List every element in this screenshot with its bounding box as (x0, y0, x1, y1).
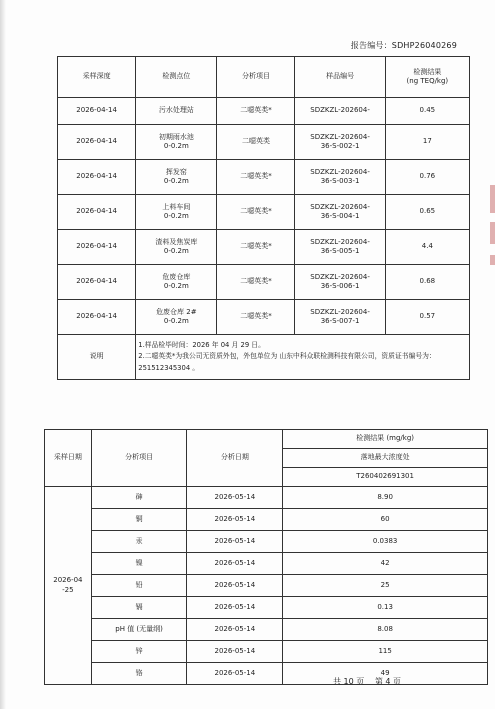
note-content (136, 335, 470, 380)
row-result: 0.76 (385, 160, 469, 195)
table-row (45, 597, 488, 619)
row-item: 二噁英类* (217, 230, 295, 265)
row-sample (295, 125, 385, 160)
table-row (45, 619, 488, 641)
table-row (45, 487, 488, 509)
row-date: 2026-04-14 (58, 160, 136, 195)
sample-date-cell (45, 487, 92, 685)
row-point (136, 125, 217, 160)
row-item: 二噁英类* (217, 98, 295, 125)
row-sample-suffix: 36-S-005-1 (320, 247, 360, 255)
page-footer (333, 676, 409, 687)
row-result: 4.4 (385, 230, 469, 265)
row-item: 镍 (91, 553, 187, 575)
table-row (45, 509, 488, 531)
row-value: 49 (283, 663, 488, 685)
dioxin-results-table (57, 56, 470, 380)
row-result: 0.65 (385, 195, 469, 230)
header-sample-id: T260402691301 (283, 468, 488, 487)
table-row (45, 663, 488, 685)
footer-total-pages: 共 10 页 (333, 677, 365, 686)
row-point-depth: 0-0.2m (163, 142, 189, 150)
report-number: 报告编号：SDHP26040269 (350, 41, 457, 50)
row-point (136, 195, 217, 230)
row-date: 2026-05-14 (187, 487, 283, 509)
row-sample-prefix: SDZKZL-202604- (310, 167, 370, 176)
metals-results-table (44, 429, 488, 685)
header-sample: 样品编号 (295, 57, 385, 98)
row-value: 8.90 (283, 487, 488, 509)
row-sample-suffix: 36-S-002-1 (320, 142, 360, 150)
row-point (136, 265, 217, 300)
row-value: 115 (283, 641, 488, 663)
row-date: 2026-04-14 (58, 230, 136, 265)
row-point (136, 230, 217, 265)
table-row (45, 641, 488, 663)
row-item: 二噁英类* (217, 160, 295, 195)
row-point-name: 挥发窑 (165, 167, 187, 176)
edge-stamp-mark (490, 185, 495, 213)
row-value: 0.0383 (283, 531, 488, 553)
row-point-depth: 0-0.2m (163, 212, 189, 220)
row-sample-prefix: SDZKZL-202604- (310, 272, 370, 281)
row-point-name: 初期雨水池 (158, 132, 194, 141)
edge-stamp-mark (490, 255, 495, 265)
row-point-depth: 0-0.2m (163, 177, 189, 185)
row-sample (295, 230, 385, 265)
row-value: 0.13 (283, 597, 488, 619)
table-row (45, 531, 488, 553)
table-row (58, 265, 470, 300)
note-label: 说明 (58, 335, 136, 380)
table-row (45, 553, 488, 575)
table-row (58, 230, 470, 265)
header-depth: 采样深度 (58, 57, 136, 98)
header-point: 检测点位 (136, 57, 217, 98)
row-item: 二噁英类 (217, 125, 295, 160)
header-result: 检测结果 (mg/kg) (283, 430, 488, 449)
edge-stamp-mark (490, 222, 495, 244)
header-item: 分析项目 (217, 57, 295, 98)
row-point-depth: 0-0.2m (163, 247, 189, 255)
header-point: 落地最大浓度处 (283, 449, 488, 468)
row-point-depth: 0-0.2m (163, 282, 189, 290)
row-point (136, 300, 217, 335)
row-result: 0.45 (385, 98, 469, 125)
table-row (58, 125, 470, 160)
row-date: 2026-04-14 (58, 125, 136, 160)
row-date: 2026-05-14 (187, 509, 283, 531)
row-point-name: 渣料及焦炭库 (155, 237, 198, 246)
row-value: 8.08 (283, 619, 488, 641)
table-row (58, 300, 470, 335)
row-sample-suffix: 36-S-007-1 (320, 317, 360, 325)
row-point (136, 160, 217, 195)
row-item: 二噁英类* (217, 265, 295, 300)
row-date: 2026-05-14 (187, 575, 283, 597)
row-result: 17 (385, 125, 469, 160)
row-date: 2026-05-14 (187, 553, 283, 575)
row-sample-suffix: 36-S-003-1 (320, 177, 360, 185)
header-result-label: 检测结果 (413, 67, 442, 76)
row-point-name: 上料车间 (162, 202, 191, 211)
row-sample-prefix: SDZKZL-202604- (310, 132, 370, 141)
row-date: 2026-05-14 (187, 641, 283, 663)
row-date: 2026-05-14 (187, 531, 283, 553)
row-value: 25 (283, 575, 488, 597)
row-point-name: 危废仓库 2# (156, 307, 197, 316)
table-row (58, 160, 470, 195)
row-point-name: 危废仓库 (162, 272, 191, 281)
row-sample-suffix: 36-S-006-1 (320, 282, 360, 290)
row-sample (295, 160, 385, 195)
row-item: pH 值 (无量纲) (91, 619, 187, 641)
row-date: 2026-05-14 (187, 619, 283, 641)
row-sample (295, 265, 385, 300)
row-date: 2026-04-14 (58, 265, 136, 300)
table-header-row (58, 57, 470, 98)
row-sample-prefix: SDZKZL-202604- (310, 307, 370, 316)
row-sample-prefix: SDZKZL-202604- (310, 202, 370, 211)
row-sample-prefix: SDZKZL-202604- (310, 237, 370, 246)
header-analysis-date: 分析日期 (187, 430, 283, 487)
note-line-1: 1.样品检毕时间：2026 年 04 月 29 日。 (138, 341, 265, 350)
page-edge-shadow (0, 0, 6, 709)
header-analysis-item: 分析项目 (91, 430, 187, 487)
row-item: 镉 (91, 597, 187, 619)
row-value: 42 (283, 553, 488, 575)
row-item: 汞 (91, 531, 187, 553)
row-item: 铬 (91, 663, 187, 685)
table-row (45, 575, 488, 597)
footer-page-number: 第 4 页 (374, 677, 401, 686)
row-item: 二噁英类* (217, 300, 295, 335)
row-sample (295, 300, 385, 335)
row-date: 2026-04-14 (58, 300, 136, 335)
row-date: 2026-05-14 (187, 597, 283, 619)
row-sample: SDZKZL-202604- (295, 98, 385, 125)
row-date: 2026-04-14 (58, 195, 136, 230)
table-header-row (45, 430, 488, 449)
row-item: 铅 (91, 575, 187, 597)
row-item: 锌 (91, 641, 187, 663)
row-item: 二噁英类* (217, 195, 295, 230)
row-sample-suffix: 36-S-004-1 (320, 212, 360, 220)
row-result: 0.57 (385, 300, 469, 335)
row-point: 污水处理站 (136, 98, 217, 125)
header-sample-date: 采样日期 (45, 430, 92, 487)
row-point-depth: 0-0.2m (163, 317, 189, 325)
row-sample (295, 195, 385, 230)
header-result-unit: (ng TEQ/kg) (406, 77, 449, 85)
sample-date: 2026-04-25 (53, 576, 83, 594)
row-item: 砷 (91, 487, 187, 509)
note-row (58, 335, 470, 380)
header-result (385, 57, 469, 98)
row-result: 0.68 (385, 265, 469, 300)
row-item: 铜 (91, 509, 187, 531)
row-value: 60 (283, 509, 488, 531)
table-row (58, 195, 470, 230)
row-date: 2026-05-14 (187, 663, 283, 685)
note-line-2: 2.二噁英类*为我公司无资质外包，外包单位为 山东中科众联检测科技有限公司，资质证书编号为：251512345304 。 (138, 352, 436, 372)
row-date: 2026-04-14 (58, 98, 136, 125)
table-row (58, 98, 470, 125)
